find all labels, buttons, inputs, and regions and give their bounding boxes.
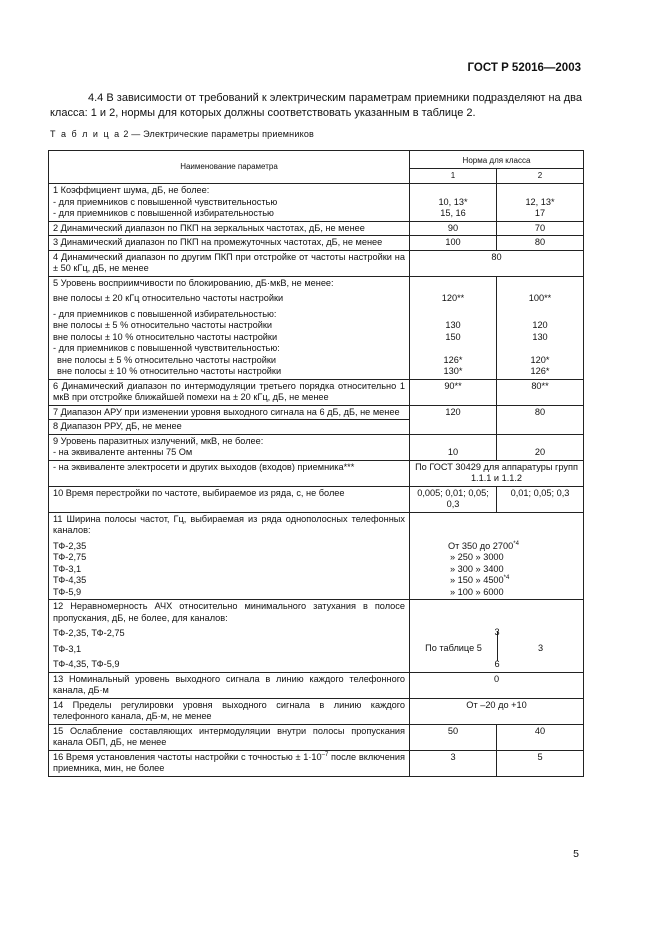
footnote-mark: *4 (503, 574, 510, 581)
param-name: - на эквиваленте электросети и других выходов (входов) приемника*** (49, 460, 410, 486)
value-class-1 (410, 276, 497, 379)
value-class-1: 50 (410, 724, 497, 750)
section-paragraph: 4.4 В зависимости от требований к электрическим параметрам приемники подразделяют на два класса: 1 и 2, нормы для которых должны соответствовать указанным в таблице 2. (50, 92, 582, 119)
value-both (410, 600, 584, 673)
value: 17 (534, 208, 546, 218)
param-line: вне полосы ± 10 % относительно частоты настройки (53, 331, 278, 342)
page-number: 5 (573, 848, 579, 860)
table-caption-prefix: Т а б л и ц а (50, 129, 121, 139)
table-row (49, 434, 584, 460)
value-class-1 (410, 184, 497, 222)
param-name (49, 184, 410, 222)
value: 10, 13* (438, 196, 468, 207)
channel-label: ТФ-2,75 (53, 552, 87, 562)
table-row (49, 486, 584, 512)
param-line: - для приемников с повышенной избирательностью: (53, 308, 277, 319)
value: 3 (494, 627, 500, 637)
param-name (49, 750, 410, 776)
value: 20 (534, 447, 546, 457)
param-name: 13 Номинальный уровень выходного сигнала в линию каждого телефонного канала, дБ·м (49, 672, 410, 698)
param-line: вне полосы ± 10 % относительно частоты настройки (57, 366, 282, 376)
table-row (49, 460, 584, 486)
table-row (49, 405, 584, 420)
value: 100** (528, 293, 552, 303)
value: 12, 13* (525, 196, 555, 207)
param-line: - для приемников с повышенной чувствительностью (53, 196, 278, 207)
header-class-1: 1 (410, 169, 497, 184)
param-name: 10 Время перестройки по частоте, выбираемое из ряда, с, не более (49, 486, 410, 512)
parameters-table (48, 150, 584, 777)
table-row (49, 236, 584, 251)
header-param: Наименование параметра (49, 151, 410, 184)
value: » 300 » 3400 (450, 563, 504, 574)
table-row (49, 184, 584, 222)
param-title: 5 Уровень восприимчивости по блокированию, дБ·мкВ, не менее: (53, 277, 334, 288)
value-class-1: 100 (410, 236, 497, 251)
param-name: 2 Динамический диапазон по ПКП на зеркальных частотах, дБ, не менее (49, 221, 410, 236)
value-class-1: 90 (410, 221, 497, 236)
param-name: 3 Динамический диапазон по ПКП на промежуточных частотах, дБ, не менее (49, 236, 410, 251)
value: 130* (443, 366, 463, 376)
exponent: –7 (321, 751, 329, 758)
param-line: - на эквиваленте антенны 75 Ом (53, 447, 193, 457)
value-class-2 (497, 276, 584, 379)
param-line: вне полосы ± 5 % относительно частоты настройки (57, 354, 276, 365)
value-class-2: 80** (497, 379, 584, 405)
value-both: 80 (410, 250, 584, 276)
param-name: 15 Ослабление составляющих интермодуляции внутри полосы пропускания канала ОБП, дБ, не менее (49, 724, 410, 750)
value-both: От –20 до +10 (410, 698, 584, 724)
table-row (49, 698, 584, 724)
value-class-2 (497, 184, 584, 222)
param-name (49, 600, 410, 673)
value-class-2: 70 (497, 221, 584, 236)
value: 150 (445, 331, 461, 342)
value-class-2: 40 (497, 724, 584, 750)
param-line: - для приемников с повышенной избирательностью (53, 208, 274, 218)
param-name: 14 Пределы регулировки уровня выходного сигнала в линию каждого телефонного канала, дБ·м, не менее (49, 698, 410, 724)
param-name: 7 Диапазон АРУ при изменении уровня выходного сигнала на 6 дБ, дБ, не менее (49, 405, 410, 420)
param-text: 16 Время установления частоты настройки с точностью ± 1·10 (53, 751, 322, 762)
param-line: вне полосы ± 5 % относительно частоты настройки (53, 320, 272, 330)
value: 126* (443, 354, 463, 365)
header-class-2: 2 (497, 169, 584, 184)
value: 10 (447, 447, 459, 457)
value-class-1: 3 (410, 750, 497, 776)
channel-label: ТФ-3,1 (53, 643, 82, 654)
table-row (49, 672, 584, 698)
value: 120* (530, 354, 550, 365)
channel-label: ТФ-2,35 (53, 540, 87, 551)
channel-label: ТФ-4,35 (53, 575, 87, 585)
value: 6 (494, 659, 500, 669)
table-row (49, 276, 584, 379)
param-name: 6 Динамический диапазон по интермодуляции третьего порядка относительно 1 мкВ при отстройке ближайшей помехи на ± 20 кГц, дБ, не менее (49, 379, 410, 405)
value-class-1: 120 (410, 405, 497, 434)
param-title: 9 Уровень паразитных излучений, мкВ, не более: (53, 435, 264, 446)
value: » 250 » 3000 (450, 552, 504, 562)
value-class-2: 0,01; 0,05; 0,3 (497, 486, 584, 512)
param-name (49, 276, 410, 379)
value: 120** (441, 293, 465, 303)
value-class-1: 90** (410, 379, 497, 405)
value: » 100 » 6000 (450, 586, 504, 597)
param-name: 4 Динамический диапазон по другим ПКП при отстройке от частоты настройки на ± 50 кГц, дБ, не менее (49, 250, 410, 276)
value: По таблице 5 (425, 643, 482, 653)
table-row (49, 600, 584, 673)
param-title: 11 Ширина полосы частот, Гц, выбираемая из ряда однополосных телефонных каналов: (53, 513, 405, 535)
channel-label: ТФ-3,1 (53, 563, 82, 574)
table-row (49, 750, 584, 776)
table-header-row (49, 151, 584, 169)
table-row (49, 724, 584, 750)
param-title: 1 Коэффициент шума, дБ, не более: (53, 185, 210, 195)
channel-label: ТФ-2,35, ТФ-2,75 (53, 628, 125, 638)
document-id: ГОСТ Р 52016—2003 (467, 62, 581, 74)
channel-label: ТФ-4,35, ТФ-5,9 (53, 659, 120, 669)
value: 130 (445, 320, 461, 330)
param-line: вне полосы ± 20 кГц относительно частоты настройки (53, 293, 284, 303)
value: 130 (532, 331, 548, 342)
param-line: - для приемников с повышенной чувствительностью: (53, 343, 280, 353)
value-both (410, 512, 584, 600)
table-caption-title: 2 — Электрические параметры приемников (123, 129, 315, 139)
value-class-1: 0,005; 0,01; 0,05; 0,3 (410, 486, 497, 512)
value: 126* (530, 366, 550, 376)
value-both: По ГОСТ 30429 для аппаратуры групп 1.1.1 и 1.1.2 (410, 460, 584, 486)
value-both: 0 (410, 672, 584, 698)
footnote-mark: *4 (513, 540, 519, 547)
header-norm: Норма для класса (410, 151, 584, 169)
value-class-2: 80 (497, 405, 584, 434)
value: 3 (537, 643, 544, 653)
param-title: 12 Неравномерность АЧХ относительно минимального затухания в полосе пропускания, дБ, не более, для каналов: (53, 601, 405, 623)
table-row (49, 250, 584, 276)
value: От 350 до 2700 (448, 540, 514, 551)
value: » 150 » 4500 (450, 575, 504, 585)
channel-label: ТФ-5,9 (53, 586, 82, 597)
value: 15, 16 (440, 208, 466, 218)
table-row (49, 379, 584, 405)
value-class-2 (497, 434, 584, 460)
value: 120 (532, 320, 548, 330)
table-row (49, 221, 584, 236)
table-row (49, 512, 584, 600)
value-class-2: 5 (497, 750, 584, 776)
table-caption (50, 129, 314, 139)
param-name (49, 512, 410, 600)
param-name (49, 434, 410, 460)
param-text: после включения приемника, мин, не более (53, 751, 405, 773)
value-class-1 (410, 434, 497, 460)
value-class-2: 80 (497, 236, 584, 251)
param-name: 8 Диапазон РРУ, дБ, не менее (49, 420, 410, 435)
